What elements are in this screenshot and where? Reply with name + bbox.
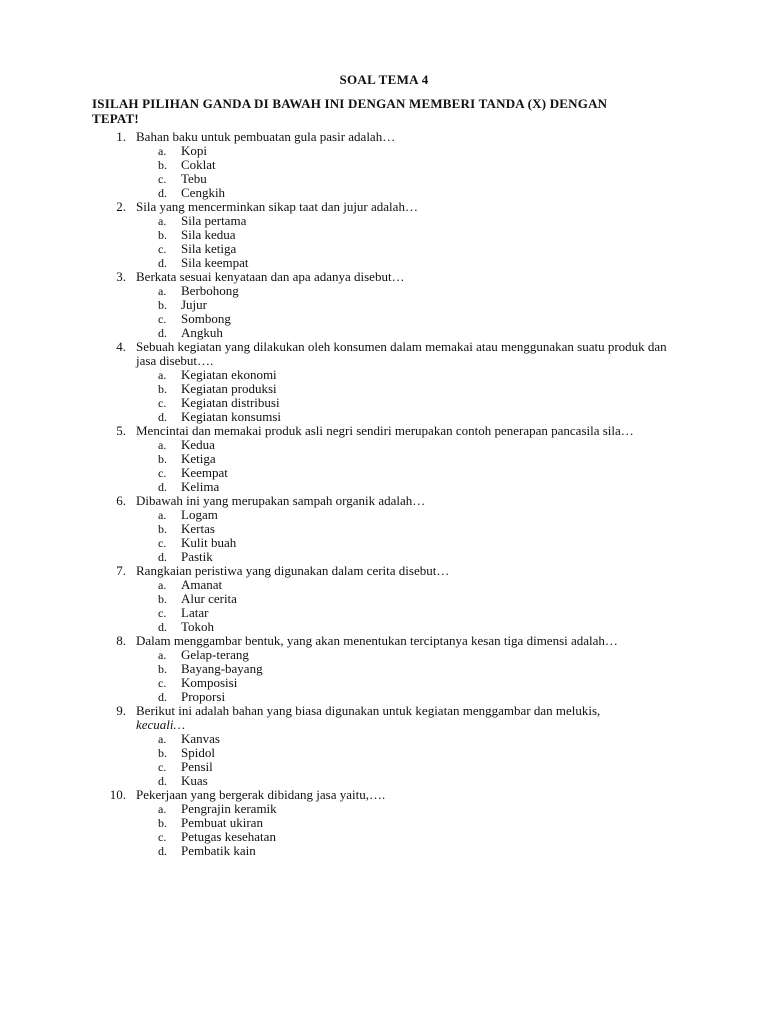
answer-option xyxy=(0,466,768,480)
answer-option xyxy=(0,536,768,550)
option-letter: c. xyxy=(158,676,167,690)
answer-option xyxy=(0,606,768,620)
question-text-main: Mencintai dan memakai produk asli negri sendiri merupakan contoh penerapan pancasila sila… xyxy=(136,423,634,438)
answer-option xyxy=(0,186,768,200)
answer-option xyxy=(0,550,768,564)
option-text: Pastik xyxy=(181,549,213,564)
question-text-main: Pekerjaan yang bergerak dibidang jasa yaitu,…. xyxy=(136,787,386,802)
answer-option xyxy=(0,690,768,704)
option-text: Komposisi xyxy=(181,675,238,690)
answer-option xyxy=(0,676,768,690)
answer-option xyxy=(0,578,768,592)
question-text-main: Berikut ini adalah bahan yang biasa digunakan untuk kegiatan menggambar dan melukis, xyxy=(136,703,601,718)
question-text-main: Bahan baku untuk pembuatan gula pasir adalah… xyxy=(136,129,396,144)
question-text xyxy=(136,270,684,284)
answer-option xyxy=(0,298,768,312)
option-text: Logam xyxy=(181,507,218,522)
option-text: Gelap-terang xyxy=(181,647,249,662)
answer-option xyxy=(0,592,768,606)
question-number: 1. xyxy=(116,129,126,144)
option-text: Pensil xyxy=(181,759,213,774)
answer-options xyxy=(0,284,768,340)
option-text: Berbohong xyxy=(181,283,239,298)
option-text: Latar xyxy=(181,605,209,620)
option-text: Proporsi xyxy=(181,689,226,704)
answer-option xyxy=(0,508,768,522)
question-text-main: Sila yang mencerminkan sikap taat dan jujur adalah… xyxy=(136,199,418,214)
question-text-main: Sebuah kegiatan yang dilakukan oleh konsumen dalam memakai atau menggunakan suatu produk dan jasa disebut…. xyxy=(136,339,667,368)
answer-option xyxy=(0,326,768,340)
answer-option xyxy=(0,802,768,816)
answer-option xyxy=(0,746,768,760)
option-letter: c. xyxy=(158,760,167,774)
question-text xyxy=(136,340,684,368)
option-letter: d. xyxy=(158,326,167,340)
question-text xyxy=(136,704,684,732)
option-text: Pembatik kain xyxy=(181,843,256,858)
question-text xyxy=(136,634,684,648)
option-letter: d. xyxy=(158,844,167,858)
question-number: 8. xyxy=(116,633,126,648)
option-letter: a. xyxy=(158,648,167,662)
option-text: Cengkih xyxy=(181,185,226,200)
answer-options xyxy=(0,368,768,424)
option-text: Pembuat ukiran xyxy=(181,815,263,830)
answer-option xyxy=(0,172,768,186)
option-letter: b. xyxy=(158,452,167,466)
option-letter: a. xyxy=(158,508,167,522)
option-letter: d. xyxy=(158,256,167,270)
option-letter: d. xyxy=(158,186,167,200)
option-text: Angkuh xyxy=(181,325,223,340)
question-text xyxy=(136,564,684,578)
answer-option xyxy=(0,662,768,676)
option-letter: b. xyxy=(158,522,167,536)
option-text: Kegiatan produksi xyxy=(181,381,277,396)
option-text: Alur cerita xyxy=(181,591,237,606)
option-text: Sila pertama xyxy=(181,213,247,228)
option-text: Petugas kesehatan xyxy=(181,829,276,844)
option-letter: b. xyxy=(158,158,167,172)
option-text: Kopi xyxy=(181,143,207,158)
option-text: Sila keempat xyxy=(181,255,249,270)
option-letter: d. xyxy=(158,480,167,494)
question-number: 4. xyxy=(116,339,126,354)
answer-options xyxy=(0,578,768,634)
answer-option xyxy=(0,732,768,746)
question-item xyxy=(0,634,768,704)
option-letter: c. xyxy=(158,606,167,620)
answer-options xyxy=(0,214,768,270)
option-letter: a. xyxy=(158,732,167,746)
answer-options xyxy=(0,802,768,858)
question-item xyxy=(0,130,768,200)
option-text: Jujur xyxy=(181,297,207,312)
question-item xyxy=(0,704,768,788)
option-letter: c. xyxy=(158,466,167,480)
answer-option xyxy=(0,410,768,424)
option-text: Ketiga xyxy=(181,451,216,466)
question-list xyxy=(0,130,768,858)
answer-option xyxy=(0,480,768,494)
answer-option xyxy=(0,760,768,774)
answer-option xyxy=(0,382,768,396)
option-letter: d. xyxy=(158,774,167,788)
option-text: Kegiatan konsumsi xyxy=(181,409,282,424)
question-text-main: Dibawah ini yang merupakan sampah organik adalah… xyxy=(136,493,426,508)
answer-option xyxy=(0,228,768,242)
question-text-main: Dalam menggambar bentuk, yang akan menentukan terciptanya kesan tiga dimensi adalah… xyxy=(136,633,618,648)
answer-option xyxy=(0,452,768,466)
question-item xyxy=(0,788,768,858)
question-number: 5. xyxy=(116,423,126,438)
question-number: 10. xyxy=(109,787,126,802)
answer-option xyxy=(0,284,768,298)
option-text: Sila ketiga xyxy=(181,241,237,256)
option-text: Pengrajin keramik xyxy=(181,801,277,816)
answer-option xyxy=(0,438,768,452)
answer-option xyxy=(0,844,768,858)
option-text: Kegiatan distribusi xyxy=(181,395,280,410)
question-item xyxy=(0,564,768,634)
question-item xyxy=(0,494,768,564)
question-item xyxy=(0,424,768,494)
question-text-main: Berkata sesuai kenyataan dan apa adanya disebut… xyxy=(136,269,405,284)
answer-options xyxy=(0,438,768,494)
option-letter: a. xyxy=(158,144,167,158)
question-number: 3. xyxy=(116,269,126,284)
option-letter: d. xyxy=(158,410,167,424)
answer-option xyxy=(0,830,768,844)
question-text xyxy=(136,130,684,144)
question-item xyxy=(0,270,768,340)
answer-option xyxy=(0,214,768,228)
option-text: Kertas xyxy=(181,521,215,536)
option-letter: b. xyxy=(158,228,167,242)
answer-option xyxy=(0,368,768,382)
answer-options xyxy=(0,732,768,788)
option-letter: c. xyxy=(158,536,167,550)
option-letter: b. xyxy=(158,816,167,830)
question-item xyxy=(0,340,768,424)
question-number: 6. xyxy=(116,493,126,508)
question-text xyxy=(136,424,684,438)
option-text: Coklat xyxy=(181,157,216,172)
answer-option xyxy=(0,144,768,158)
option-letter: b. xyxy=(158,746,167,760)
question-text xyxy=(136,494,684,508)
option-text: Kuas xyxy=(181,773,208,788)
option-letter: a. xyxy=(158,284,167,298)
page-title: SOAL TEMA 4 xyxy=(339,72,429,87)
option-text: Sila kedua xyxy=(181,227,236,242)
answer-options xyxy=(0,648,768,704)
question-text-italic: kecuali… xyxy=(136,717,186,732)
option-letter: b. xyxy=(158,298,167,312)
option-letter: b. xyxy=(158,382,167,396)
answer-option xyxy=(0,158,768,172)
answer-option xyxy=(0,256,768,270)
question-text-main: Rangkaian peristiwa yang digunakan dalam cerita disebut… xyxy=(136,563,450,578)
option-letter: a. xyxy=(158,578,167,592)
option-text: Kulit buah xyxy=(181,535,237,550)
option-letter: c. xyxy=(158,312,167,326)
option-text: Keempat xyxy=(181,465,228,480)
answer-option xyxy=(0,648,768,662)
answer-options xyxy=(0,508,768,564)
question-item xyxy=(0,200,768,270)
option-text: Kegiatan ekonomi xyxy=(181,367,277,382)
option-letter: d. xyxy=(158,620,167,634)
option-letter: c. xyxy=(158,172,167,186)
answer-option xyxy=(0,816,768,830)
option-letter: c. xyxy=(158,396,167,410)
option-letter: a. xyxy=(158,368,167,382)
answer-option xyxy=(0,774,768,788)
option-text: Kedua xyxy=(181,437,215,452)
option-letter: a. xyxy=(158,802,167,816)
option-letter: c. xyxy=(158,830,167,844)
answer-option xyxy=(0,396,768,410)
option-text: Kanvas xyxy=(181,731,220,746)
question-text xyxy=(136,200,684,214)
question-number: 9. xyxy=(116,703,126,718)
option-text: Kelima xyxy=(181,479,220,494)
option-letter: d. xyxy=(158,550,167,564)
question-text xyxy=(136,788,684,802)
option-letter: b. xyxy=(158,592,167,606)
answer-options xyxy=(0,144,768,200)
option-text: Spidol xyxy=(181,745,215,760)
option-letter: c. xyxy=(158,242,167,256)
answer-option xyxy=(0,312,768,326)
option-text: Bayang-bayang xyxy=(181,661,263,676)
answer-option xyxy=(0,522,768,536)
option-letter: a. xyxy=(158,214,167,228)
question-number: 2. xyxy=(116,199,126,214)
option-text: Sombong xyxy=(181,311,231,326)
answer-option xyxy=(0,620,768,634)
option-text: Tebu xyxy=(181,171,207,186)
option-letter: d. xyxy=(158,690,167,704)
option-letter: a. xyxy=(158,438,167,452)
option-letter: b. xyxy=(158,662,167,676)
option-text: Tokoh xyxy=(181,619,215,634)
question-number: 7. xyxy=(116,563,126,578)
option-text: Amanat xyxy=(181,577,223,592)
answer-option xyxy=(0,242,768,256)
instruction-text: ISILAH PILIHAN GANDA DI BAWAH INI DENGAN MEMBERI TANDA (X) DENGAN TEPAT! xyxy=(92,96,608,126)
